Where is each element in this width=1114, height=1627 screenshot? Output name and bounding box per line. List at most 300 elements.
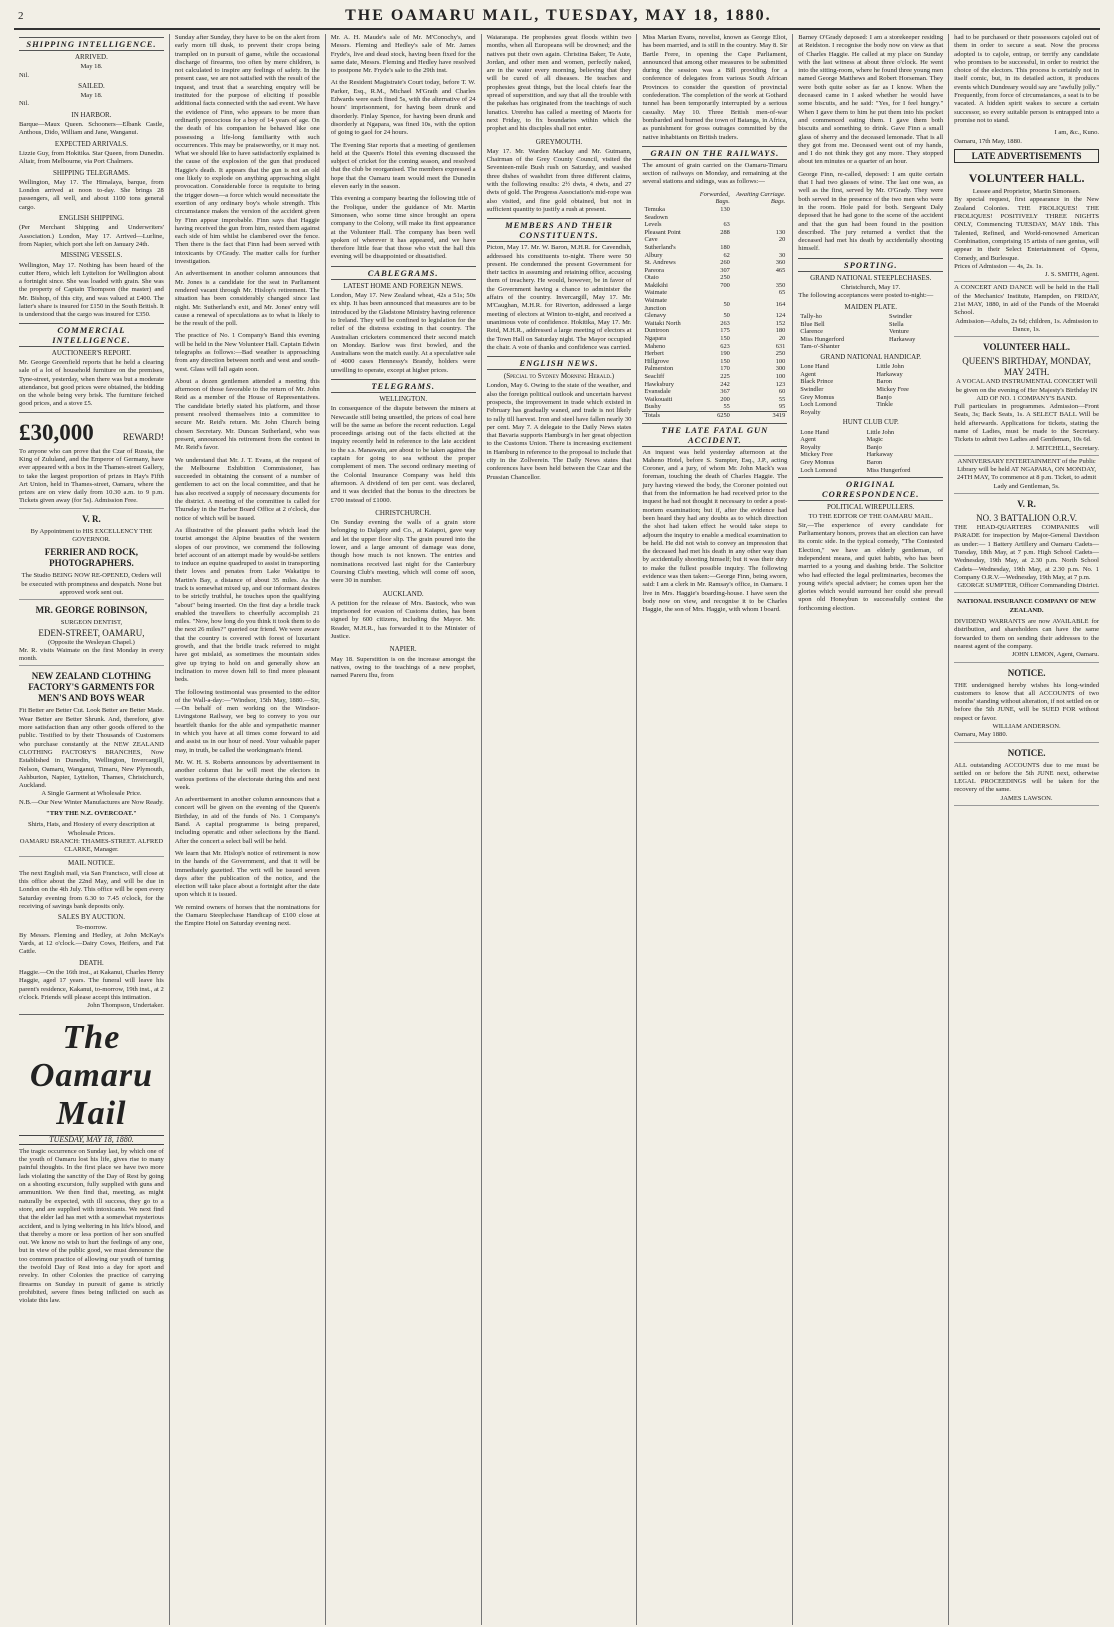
table-cell: 300 [775,365,786,373]
table-cell: Tam-o'-Shanter [800,343,840,351]
sailed-none: Nil. [19,100,30,108]
table-cell: Royalty [800,443,821,451]
grain-heading: GRAIN ON THE RAILWAYS. [642,146,787,160]
table-cell: Lone Hand [800,363,829,371]
table-cell [687,236,732,244]
anniversary-text: ANNIVERSARY ENTERTAINMENT of the Public Library will be held AT NGAPARA, ON MONDAY, 24TH MAY, To commence at 8 p.m. Ticket, to admit Lady and Gentleman, 5s. [957,457,1097,490]
notice-text-2: ALL outstanding ACCOUNTS due to me must be settled on or before the 5th JUNE next, otherwise LEGAL PROCEEDINGS will be taken for the recovery of the same. [954,761,1100,794]
queens-birthday-line: QUEEN'S BIRTHDAY, MONDAY, MAY 24TH. [962,356,1091,378]
napier-text: May 18. Superstition is on the increase amongst the natives, owing to the teachings of a new prophet, named Pareru Ihu, from [330,655,476,680]
sales-text: By Messrs. Fleming and Hedley, at John McKay's Yards, at 12 o'clock.—Dairy Cows, Heifers, and Fat Cattle. [19,931,164,956]
expected-text: Lizzie Guy, from Hokitika. Star Queen, from Dunedin. Altair, from Melbourne, via Port Chalmers. [19,149,164,166]
cablegrams-heading: CABLEGRAMS. [331,266,476,280]
correspondence-text: Sir,—The experience of every candidate for Parliamentary honors, proves that an election can have its comic side. In the typical comedy, "The Contested Election," we have an elderly gentleman, of independent means, and quiet habits, who has been married to a young and dashing bride. The Solicitor who had effected the legal preliminaries, becomes the young wife's special adviser; he comes upon her the glories which would surround her could she prevail upon old Honeybun to successfully contest the forthcoming election. [798,521,944,612]
reward-amount: £30,000 [19,419,94,445]
ferrier-text: The Studio BEING NOW RE-OPENED, Orders will be executed with promptness and despatch. None but approved work sent out. [21,572,162,596]
in-harbor-text: Barque—Maux Queen. Schooners—Elbank Castle, Anthous, Dido, William and Jane, Wanganui. [19,121,164,137]
notice-text-1: THE undersigned hereby wishes his long-winded customers to know that all ACCOUNTS of two months' standing without alteration, if not settled on or before the 5th JUNE, will be SUED FOR without respect or favor. [954,681,1100,722]
concert-text: A CONCERT AND DANCE will be held in the Hall of the Mechanics' Institute, Hampden, on FRIDAY, 21st MAY, 1880, in aid of the Funds of the Moeraki School. [954,284,1100,317]
table-cell: Glenavy [644,312,667,320]
grain-table [642,191,787,420]
commercial-heading: COMMERCIAL INTELLIGENCE. [19,323,164,347]
table-cell: Waimate Junction [644,297,667,312]
table-cell: Cave [644,236,658,244]
table-cell: Seacliff [644,373,665,380]
table-row [798,394,943,402]
table-row [642,221,787,229]
insurance-signature: JOHN LEMON, Agent, Oamaru. [1011,651,1100,659]
notice-title-2: NOTICE. [1007,747,1046,758]
sporting-heading: SPORTING. [798,258,943,272]
maiden-plate-heading: MAIDEN PLATE. [844,302,897,311]
table-cell: 180 [720,243,730,251]
table-cell: 190 [720,350,730,358]
article-paragraph: Mr. W. H. S. Roberts announces by advertisement in another column that he will meet the electors in various portions of the electorate during this and next week. [174,758,320,791]
cablegrams-text: London, May 17. New Zealand wheat, 42s a 51s; 50s ex ship. It has been announced that measures are to be introduced by the Gladstone Ministry having reference to Ireland. They will be confined to legislation for the relief of the distress existing in that country. The Australian cricketers commenced their second match on Monday. Barlow was first bowled, and the Australians won the match easily. At a speculative sale of 4000 cases Hennessy's Brandy, holders were unwilling to operate, except at higher prices. [330,292,476,374]
table-row [642,335,787,343]
table-cell: Swindler [800,385,824,393]
table-cell: St. Andrews [644,259,676,267]
table-cell: Maheno [644,342,666,350]
table-cell: Hillgrove [644,357,669,365]
death-heading: DEATH. [79,958,104,967]
letter-date: Oamaru, 17th May, 1880. [954,137,1022,145]
table-cell: 62 [723,251,730,259]
table-cell [887,343,943,351]
table-row [642,259,787,267]
table-cell: 623 [720,342,730,350]
table-cell: Bushy [644,403,661,411]
members-text: Picton, May 17. Mr. W. Baron, M.H.R. for Cavendish, addressed his constituents to-night. There were 50 present. He condemned the present Government for their tactics in assuming and retaining office, accusing them of treachery. He would, however, be in favor of the Government having a chance to administer the affairs of the country. Invercargill, May 17. Mr. M'Caughan, M.H.R. for Riverton, addressed a large meeting of electors at Winton to-night, and received a unanimous vote of confidence. Hokitika, May 17. Mr. Reid, M.H.R., addressed a large meeting of electors at the Town Hall on Saturday night. The Mayor occupied the chair. A vote of thanks and confidence was carried. [486,244,632,351]
table-cell: 307 [720,266,730,274]
english-news-heading: ENGLISH NEWS. [487,356,632,370]
maiden-plate-table [798,313,943,351]
column-4 [482,34,638,1625]
table-row [642,252,787,260]
sporting-intro: The following acceptances were posted to-night:— [798,292,934,300]
anniversary-ad [954,456,1099,494]
table-cell: 65 [778,289,786,297]
dentist-ad [19,600,164,666]
table-cell: Harkaway [866,451,893,459]
royal-initials-2: V. R. [1017,499,1036,510]
death-undertaker: John Thompson, Undertaker. [87,1002,164,1010]
article-paragraph: Barney O'Grady deposed: I am a storekeeper residing at Reidston. I recognise the body now on view as that of Charles Haggie. He called at my place on Sunday with the last witness at about three o'clock. He went into the sitting-room, where he found three young men named George Matthews and Robert Horseman. They were both quite sober as far as I know. When the deceased came in I asked whether he would have some biscuits, and he said: "Yes, for I feel hungry." When I gave them to him he put them into his pocket and commenced eating them. I gave them both biscuits and something to drink. Gave Finn a small glass of sherry and the deceased lemonade. That is all they got from me. Deceased went out of my hands, and I do not think they got any more. They stopped about ten minutes or a quarter of an hour. [798,34,944,166]
auctioneer-heading: AUCTIONEER'S REPORT. [51,348,132,357]
shipping-telegrams-text: Wellington, May 17. The Himalaya, barque, from London arrived at noon to-day. She brings 28 passengers, all well, and about 1100 tons general cargo. [19,178,164,211]
table-row [642,327,787,335]
dentist-location: (Opposite the Wesleyan Chapel.) [47,638,135,646]
divider [19,412,164,413]
table-cell: 367 [720,388,730,396]
table-cell: 63 [723,221,730,229]
missing-vessels-text: Wellington, May 17. Nothing has been heard of the cutter Hero, which left Lyttelton for Wellington about a fortnight since. She was loaded with grain. She was the property of Captain Thompson (the master) and Mr. Bishop, of this city, and was valued at £400. The latter's share is insured for £150 in the South British. It is understood that the cargo was insured for £350. [19,261,164,319]
table-cell: Pleasant Point [644,228,681,236]
concert-admission: Admission—Adults, 2s 6d; children, 1s. Admission to Dance, 1s. [955,317,1098,333]
vocal-concert-secretary: J. MITCHELL, Secretary. [1030,444,1100,452]
table-cell: Waimate [644,289,667,297]
table-row [642,297,787,312]
table-cell: Tally-ho [800,312,822,320]
table-cell: 700 [720,281,730,289]
table-cell: 350 [775,281,786,289]
table-cell: Clarence [800,328,824,336]
table-cell: Albury [644,251,663,259]
table-cell: Black Prince [800,378,834,386]
table-row [798,378,943,386]
table-cell: Palmerston [644,365,674,373]
dentist-name: MR. GEORGE ROBINSON, [35,605,148,616]
sales-heading: SALES BY AUCTION. [57,913,126,922]
table-cell: Harkaway [889,335,916,343]
volunteer-hall-text: By special request, first appearance in the New Zealand Colonies. THE FROLIQUES! THE FROLIQUES! POSITIVELY THREE NIGHTS ONLY, Commencing TUESDAY, MAY 18th. This Talented, Refined, and World-renowned American Combination, comprising 15 artists of rare genius, will appear in their Select Entertainment of Opera, Comedy, and Burlesque. [954,196,1100,262]
volunteer-hall-title: VOLUNTEER HALL. [968,171,1085,186]
table-row [642,388,787,396]
table-row [798,444,943,452]
battalion-ad [954,494,1099,593]
grain-column-header [642,191,687,206]
page-header-spacer [1093,10,1096,22]
table-cell: 3419 [772,411,786,419]
vocal-concert-details: Full particulars in programmes. Admission—Front Seats, 3s; Back Seats, 1s. A SELECT BALL Will be held afterwards. Applications for tickets, stating the name of Ladies, must be made to the Secretary. Tickets to admit two Ladies and Gentleman, 10s 6d. [954,403,1100,444]
handicap-table [798,363,943,416]
table-cell: Mickey Free [800,451,833,459]
battalion-text: THE HEAD-QUARTERS COMPANIES will PARADE for inspection by Major-General Davidson as under:— 1 Battery Artillery and Oamaru Cadets—Tuesday, 18th May, at 7 p.m. High School Cadets—Wednesday, 19th May, at 2.30 p.m. North School Cadets—Wednesday, 19th May, at 2.30 p.m. No. 1 Company O.R.V.—Wednesday, 19th May, at 7 p.m. [954,524,1100,581]
article-paragraph: We remind owners of horses that the nominations for the Oamaru Steeplechase Handicap of £100 close at the Empire Hotel on Saturday evening next. [174,903,320,928]
table-cell: Grey Momus [800,459,835,466]
table-cell: 95 [778,403,786,411]
table-row [798,436,943,444]
article-paragraph: As illustrative of the pleasant paths which lead the tourist amongst the Alpine beauties of the western slopes of our province, we commend the following brief account of an attempt made by would-be settlers to induce an equine quadruped to assist in transporting their loves and penates from Lake Wakatipu to Martin's Bay, a distance of about 35 miles. As the track is somewhat mixed up, and our informant desires to be strictly truthful, he touches upon the qualifying "about" being inserted. On the first day a bridle track enabled the travellers to cheerfully accomplish 21 miles. "Now, how long do you think it took them to do the next 26 miles?" queried our friend. We were aware that the country is covered with forest of luxuriant growth, and that the bridle track referred to might have got mislaid, as sometimes the mountain sides give up trying to hold on and generally show an inclination to move down hill to find more pleasant beds. [174,526,320,684]
column-7 [949,34,1104,1625]
photographer-ad [19,509,164,600]
clothing-note: N.B.—Our New Winter Manufactures are Now Ready. [19,798,164,806]
table-row [642,244,787,252]
notice-ad-2 [954,743,1099,806]
table-cell: Grey Momus [800,393,835,401]
grain-column-header: Forwarded, Bags. [699,190,730,206]
table-cell: 20 [778,335,786,343]
grain-total-row [642,411,787,419]
late-ads-banner: LATE ADVERTISEMENTS [954,149,1099,163]
greymouth-heading: GREYMOUTH. [535,137,583,146]
sporting-date: Christchurch, May 17. [841,284,901,292]
table-cell: 152 [775,319,786,327]
article-paragraph: The practice of No. 1 Company's Band this evening will be held in the New Volunteer Hall. Captain Edwin telegraphs as follows:—Bad weather is approaching from any direction between north and west and south-west. Glass will fall again soon. [174,332,320,373]
table-cell: Waikouaiti [644,395,673,403]
table-cell [687,289,732,297]
divider [19,1014,164,1015]
table-cell: Blue Bell [800,320,825,328]
vocal-concert-text: A VOCAL AND INSTRUMENTAL CONCERT Will be given on the evening of Her Majesty's Birthday IN AID OF NO. 1 COMPANY'S BAND. [955,378,1098,402]
page-number: 2 [18,10,24,22]
table-cell: Baron [866,459,883,466]
dentist-address: EDEN-STREET, OAMARU, [38,627,145,638]
arrived-none: Nil. [19,71,30,79]
arrived-date: May 18. [80,63,103,71]
article-paragraph: About a dozen gentlemen attended a meeting this afternoon of those favorable to the return of Mr. John Reid as a member of the House of Representatives. The candidate briefly stated his platform, and those present resolved themselves into a committee to secure Mr. Reid's return. Mr. John Church being chosen Secretary. Mr. Duncan Sutherland, who was present, announced his retirement from the contest in Mr. Reid's favor. [174,377,320,452]
table-cell: 164 [775,300,786,308]
article-paragraph: George Finn, re-called, deposed: I am quite certain that I had two glasses of wine. The last one was, as well as the first, served by Mr. O'Grady. They were both served in the presence of the two men who were in the room. Hole paid for both. Sergeant Daly deposed that he had gone to the scene of the accident and that the gun had been found in the position described. The jury returned a verdict that the deceased had met his death by accidentally shooting himself. [798,170,944,253]
table-row [642,236,787,244]
volunteer-hall-ad [954,166,1099,282]
auckland-text: A petition for the release of Mrs. Bastock, who was imprisoned for evasion of Customs duties, has been signed by 600 citizens, including the Mayor. Mr. Reader, M.H.R., has forwarded it to the Minister of Justice. [330,599,476,640]
sporting-subheading: GRAND NATIONAL STEEPLECHASES. [810,273,932,282]
table-row [798,363,943,371]
page-header [14,4,1100,30]
table-row [642,403,787,411]
notice-signature-2: JAMES LAWSON. [1000,794,1053,802]
clothing-sample: A Single Garment at Wholesale Price. [41,790,142,798]
insurance-text: DIVIDEND WARRANTS are now AVAILABLE for distribution, and shareholders can have the same forwarded to them on sending their addresses to the nearest agent of the company. [954,618,1100,650]
table-cell: 175 [720,327,730,335]
table-cell: 631 [775,342,786,350]
table-cell [732,221,787,229]
table-cell: Duntroon [644,327,669,335]
table-cell: Miss Hungerford [866,466,911,474]
correspondence-to: TO THE EDITOR OF THE OAMARU MAIL. [808,513,933,521]
table-cell: Little John [876,363,904,371]
page-header-title: THE OAMARU MAIL, TUESDAY, MAY 18, 1880. [345,7,772,24]
table-row [798,321,943,329]
volunteer-hall-lessee: Lessee and Proprietor, Martin Simonsen. [972,188,1081,196]
volunteer-hall-prices: Prices of Admission — 4s, 2s. 1s. [954,262,1043,270]
table-row [642,373,787,381]
table-cell [732,214,787,222]
clothing-heading: NEW ZEALAND CLOTHING FACTORY'S GARMENTS FOR MEN'S AND BOYS WEAR [28,671,155,704]
table-row [642,396,787,404]
queens-birthday-ad [954,337,1099,456]
article-paragraph: This evening a company bearing the following title of the Frolique, under the guidance of Mr. Martin Simonsen, who some time since brought an opera company to the Colony, will make its first appearance at the Volunteer Hall. The company has been well spoken of wherever it has appeared, and we have therefore little fear that those who visit the hall this evening will be disappointed or dissatisfied. [330,195,476,261]
table-cell: Agent [800,370,816,378]
table-row [798,459,943,467]
fatal-accident-heading: THE LATE FATAL GUN ACCIDENT. [642,423,787,447]
editorial-text: The tragic occurrence on Sunday last, by which one of the youth of Oamaru lost his life, gives rise to many painful thoughts. In the first place we have two more lads violating the sanctity of the Day of Rest by going on a shooting excursion, fully supplied with guns and ammunition. We then find that, meeting, as might naturally be expected, with ill success, they go to a store, and are supplied with intoxicants. We next find that the elder lad has met with a somewhat mysterious accident, and is lying weltering in his life's blood, and that thereby a more or less portion of her son snuffed out. We know no wish to hurt the feelings of any one, but in view of the public good, we must denounce the too common practice of allowing our youth of turning the twofold Day of Rest into a day for sport and revelry. In other Colonies the practice of carrying firearms on Sunday in pursuit of game is strictly prohibited, severe fines being inflicted on such as violate this law. [19,1147,164,1305]
table-row [798,467,943,475]
article-paragraph: had to be purchased or their possessors cajoled out of them in order to secure a seat. Now the process adopted is to cajole, entrap, or terrify any candidate who promises to be successful, in order to restrict the choice of the electors. This process is certainly not in itself comic, but, in its detailed action, it produces events which Dundreary would say are "awfully jolly." Frequently, from force of circumstances, a seat is to be vacated. A hidden spirit wakes to secure a certain successor, so every suitable person is entrapped into a promise not to stand. [954,34,1100,124]
reward-word: REWARD! [122,431,164,442]
missing-vessels-heading: MISSING VESSELS. [60,251,123,260]
table-cell [874,409,943,417]
table-cell: 55 [778,395,786,403]
insurance-ad [954,593,1099,662]
table-cell [687,214,732,222]
table-row [798,409,943,417]
table-cell: Little John [866,428,895,436]
expected-heading: EXPECTED ARRIVALS. [54,139,128,148]
table-row [798,343,943,351]
correspondence-heading: ORIGINAL CORRESPONDENCE. [798,477,943,501]
table-cell: 250 [775,350,786,358]
table-cell: Swindler [889,312,913,320]
table-row [642,282,787,290]
telegrams-text: In consequence of the dispute between the miners at Newcastle still being unsettled, the prices of coal here will be the same as before the recent reduction. Legal proceedings arising out of the facts elicited at the inquiry recently held in reference to the late accident to the s.s. Manawatu, are about to be taken against the captain for going to sea without the proper complement of men. The second ordinary meeting of the Colonial Insurance Company was held this afternoon. A dividend of ten per cent. was declared, and it was decided that the bonus to the directors be £700 instead of £1000. [330,405,476,504]
handicap-heading: GRAND NATIONAL HANDICAP. [820,352,922,361]
table-cell: Mickey Free [876,385,909,393]
table-cell: 50 [723,300,730,308]
table-cell: Hawksbury [644,380,674,388]
table-cell: 50 [723,312,730,320]
telegrams-heading: TELEGRAMS. [331,379,476,393]
table-row [642,206,787,214]
table-cell: Magic [866,436,883,444]
english-shipping-heading: ENGLISH SHIPPING. [58,214,124,223]
article-paragraph: An advertisement in another column announces that a concert will be given on the evening of the Queen's Birthday, in aid of the funds of No. 1 Company's Band. A capital programme is being prepared, including operatic and other selections by the Band. After the concert a select ball will be held. [174,796,320,845]
hunt-club-table [798,429,943,475]
table-cell: 124 [775,312,786,320]
english-news-text: London, May 6. Owing to the state of the weather, and also the foreign political outlook and uncertain harvest prospects, the improvement in trade which existed in February has gradually waned, and trade is not likely to rally till harvest. Iron and steel have fallen nearly 30 per cent. May 7. A delegate to the Daily News states that Bavaria supports Hamburg's in her great objection to the Customs Union. There is increasing excitement in Hamburg in reference to the proposal to include that city in the Zollverein. The Daily News states that conferences have been held between the Czar and the Prussian Chancellor. [486,382,632,481]
table-row [642,312,787,320]
table-cell [732,244,787,252]
table-row [798,401,943,409]
napier-heading: NAPIER. [389,645,417,654]
table-cell: Waitaki North [644,319,681,327]
table-cell: 150 [720,357,730,365]
shipping-heading: SHIPPING INTELLIGENCE. [19,37,164,51]
royal-initials: V. R. [82,513,101,524]
table-cell: Banjo [876,393,892,401]
notice-date-1: Oamaru, May 1880. [954,731,1008,739]
table-row [642,320,787,328]
table-cell: 100 [775,373,786,380]
overcoat-slogan: "TRY THE N.Z. OVERCOAT." [46,810,137,817]
column-3 [326,34,482,1625]
columns [14,34,1104,1625]
table-cell: Royalty [800,408,821,416]
table-cell: 360 [775,259,786,267]
wellington-heading: WELLINGTON. [379,394,428,403]
table-cell: Lone Hand [800,428,829,436]
christchurch-heading: CHRISTCHURCH. [375,508,432,517]
table-cell: 100 [775,357,786,365]
article-paragraph: An advertisement in another column announces that Mr. Jones is a candidate for the seat in Parliament rendered vacant through Mr. Hislop's retirement. The situation has been considerably changed since last night. Mr. Sutherland's exit, and Mr. Jones' entry will cause a renewal of speculations as to what is likely to be the result of the poll. [174,270,320,328]
column-1 [14,34,170,1625]
table-cell: 170 [720,365,730,373]
hunt-club-heading: HUNT CLUB CUP. [842,418,899,427]
table-cell: Sutherland's [644,243,676,251]
nameplate: The Oamaru Mail [29,1018,153,1132]
article-paragraph: We learn that Mr. Hislop's notice of retirement is now in the hands of the Government, and that it will be immediately gazetted. The writ will be issued seven days after the publication of the notice, and the election will take place about a fortnight after the date upon which it is issued. [174,849,320,899]
grain-column-header: Awaiting Carriage. Bags. [735,190,786,206]
table-row [642,365,787,373]
table-cell: 123 [775,380,786,388]
article-paragraph: We understand that Mr. J. T. Evans, at the request of the Melbourne Exhibition Commissioner, has succeeded in obtaining the consent of a number of gentlemen to act on the local committee, and that he has also received a supply of necessary documents for the district. A meeting of the committee is called for Thursday in the Harbor Board Office at 2 o'clock, due notice of which will be issued. [174,456,320,522]
members-heading: MEMBERS AND THEIR CONSTITUENTS. [487,218,632,242]
article-paragraph: The Evening Star reports that a meeting of gentlemen held at the Queen's Hotel this evening discussed the subject of cricket for the coming season, and resolved that the club be reorganised. The members expressed a hope that the Oamaru team would meet the Dunedin eleven early in the season. [330,141,476,191]
appointment-line: By Appointment to HIS EXCELLENCY THE GOVERNOR. [30,527,153,544]
article-paragraph: Waiararapa. He prophesies great floods within two months, when all Europeans will be drowned; and the natives put their own again. Christina Baker, Te Aute, Jordan, and other men and women, perfectly naked, are in the water every morning, believing that they will be cured of all diseases. He teaches and prophesies great things, but the local chiefs fear the spread of superstition, and say that all the trouble with the pakehas has originated from the teachings of such lunatics. Urerehu has called a meeting of Maoris for next Friday, to fix boundaries within which the prophet and his disciples shall not enter. [486,34,632,133]
table-cell: Banjo [866,443,882,451]
table-cell: Ngapara [644,335,667,343]
table-cell: Evansdale [644,388,671,396]
ferrier-title: FERRIER AND ROCK, PHOTOGRAPHERS. [44,547,139,569]
auckland-heading: AUCKLAND. [382,589,424,598]
concert-ad [954,282,1099,337]
table-cell: Temuka [644,205,665,213]
column-6 [793,34,949,1625]
table-cell: Otaio [644,274,659,282]
table-row [798,429,943,437]
reward-text: To anyone who can prove that the Czar of Russia, the King of Zululand, and the Emperor of Germany, have ever appeared with a box in the Thames-street Gallery, to take the largest proportion of prizes in Hay's Fifth Art Union, held in Thames-street, Oamaru, where the prizes are on view daily from 10.30 a.m. to 9 p.m. Tickets given away (for 5s). Admission Free. [19,447,164,505]
article-paragraph: Mr. A. H. Maude's sale of Mr. M'Conochy's, and Messrs. Fleming and Hedley's sale of Mr. James Fryde's, live and dead stock, having been fixed for the same date, Messrs. Fleming and Hedley have resolved to postpone Mr. Fryde's sale to the 29th inst. [330,34,476,75]
table-cell: 200 [720,395,730,403]
table-row [798,313,943,321]
shirts-line: Shirts, Hats, and Hosiery of every description at Wholesale Prices. [27,821,155,837]
table-cell: 260 [720,259,730,267]
dentist-title: SURGEON DENTIST, [60,619,123,627]
table-cell: Loch Lomond [800,466,837,474]
table-cell: Tinkle [876,401,893,409]
correspondence-subheading: POLITICAL WIREPULLERS. [826,503,915,512]
table-cell: Makikihi [644,281,668,289]
notice-title-1: NOTICE. [1007,667,1046,678]
column-2 [170,34,326,1625]
table-cell: 130 [775,228,786,236]
table-cell: 288 [720,228,730,236]
table-row [798,328,943,336]
table-cell: Herbert [644,350,664,358]
cablegrams-subheading: LATEST HOME AND FOREIGN NEWS. [343,281,463,290]
table-cell: 30 [778,251,786,259]
reward-ad [19,416,164,509]
letter-signature: I am, &c., Kuno. [1054,129,1100,137]
table-cell: Loch Lomond [800,401,837,409]
dentist-text: Mr. R. visits Waimate on the first Monday in every month. [19,646,164,663]
table-cell: 150 [720,335,730,343]
article-paragraph: Miss Marian Evans, novelist, known as George Eliot, has been married, and is still in the country. May 8. Sir Bartle Frere, in opening the Cape Parliament, announced that among other measures to be submitted during the session was a Bill providing for a conference of delegates from various South African Provinces to consider the question of provincial confederation. The completion of the work at Gothard tunnel has been temporarily interrupted by a serious casualty. May 10. Three British men-of-war bombarded and burned the town of Batanga, in Africa, as punishment for gross outrages committed by the native inhabitants on British traders. [642,34,788,141]
battalion-title: NO. 3 BATTALION O.R.V. [976,513,1078,524]
table-row [798,371,943,379]
article-paragraph: Sunday after Sunday, they have to be on the alert from early morn till dusk, to prevent their crops being trampled on in pursuit of game, while the occasional discharge of firearms, too often by mere children, is not calculated to inspire any feelings of safety. In the present case, we are not satisfied with the result of the inquest, and trust that a searching enquiry will be instituted for the purpose of eliciting if possible additional facts connected with the sad event. We have the evidence of Finn, who appears to be more than ordinarily precocious for a boy of 14 years of age. On the death of his companion he behaved like one possessing a life-long familiarity with such occurrences. This may be praiseworthy, or it may not. What we should like to have satisfactorily explained is the cause of the explosion of the gun that produced Haggie's death. It appears that the gun is not an old one likely to explode on anything approaching slight provocation. Considerable force is requisite to bring the trigger down—a force which would necessitate the exertion of any ordinary boy's whole strength. This circumstance makes the version of the accident given by Finn appear improbable. Finn says that Haggie having received the gun from him, rested them against each side of him whilst he clambered over the fence. Then there is the fact that Finn had been served with intoxicants by O'Grady. The matter calls for further investigation. [174,34,320,266]
table-row [642,350,787,358]
table-row [642,343,787,351]
notice-signature-1: WILLIAM ANDERSON. [992,723,1061,730]
sales-subheading: To-morrow. [75,923,107,931]
branch-line: OAMARU BRANCH: THAMES-STREET. ALFRED CLARKE, Manager. [19,837,164,854]
table-row [642,274,787,282]
table-row [642,381,787,389]
table-row [798,451,943,459]
volunteer-hall-agent: J. S. SMITH, Agent. [1044,271,1100,279]
table-cell: Agent [800,436,816,444]
mail-notice-text: The next English mail, via San Francisco, will close at this office about the 22nd May, and will be due in London on the 4th July. This office will be open every Saturday evening from 6.30 to 7.45 o'clock, for the receiving of savings bank deposits only. [19,869,164,910]
in-harbor-heading: IN HARBOR. [71,110,112,119]
auctioneer-text: Mr. George Greenfield reports that he held a clearing sale of a lot of household furniture on the premises, Tyne-street, yesterday, when there was but a moderate attendance, but good prices were obtained, the bidding on the whole being very brisk. The furniture fetched good prices, and a stove £5. [19,358,164,408]
sailed-date: May 18. [80,92,103,100]
table-cell [732,274,787,282]
battalion-signature: GEORGE SUMPTER, Officer Commanding District. [957,582,1100,590]
fatal-accident-text: An inquest was held yesterday afternoon at the Maheno Hotel, before S. Sumpter, Esq., J.P., acting Coroner, and a jury, of whom Mr. John Mack's was foreman, touching the death of Charles Haggie. The jury having viewed the body, the Coroner pointed out that from the information he had received prior to the inquest he had not thought it necessary to order a post-mortem examination; but if, after the evidence had been heard they had any doubts as to which direction the shot had taken effect he would take steps to adjourn the inquiry to enable a medical examination to be held. He did not wish to convey an impression that the deceased had met his death in any other way than by accidentally shooting himself; but it was their duty to make the fullest possible inquiry. The following evidence was then taken:—George Finn, being sworn, said: I am a clerk in Mr. Ramsay's office, in Oamaru. I live in Mrs. Haggie's boarding-house. I have seen the body now on view, and recognise it to be Charles Haggie, the son of Mrs. Haggie, with whom I board. [642,448,788,614]
article-paragraph: The following testimonial was presented to the editor of the Wall-a-day:—"Windsor, 15th May, 1880.—Sir,—On behalf of men working on the Windsor-Livingstone Railway, we beg to convey to you our heartfelt thanks for the able and sympathetic manner in which you have at all times come forward to aid and assist us in our hour of need. Your valuable paper may, in truth, be called the workingman's friend. [174,688,320,754]
table-cell: 60 [778,388,786,396]
table-cell [732,206,787,214]
column-5 [637,34,793,1625]
table-cell: Baron [876,378,893,386]
table-row [642,358,787,366]
table-cell: 55 [723,403,730,411]
english-shipping-text: (Per Merchant Shipping and Underwriters' Association.) London, May 17. Arrived—Lurline, from Napier, which port she left on January 24th. [19,224,164,248]
volunteer-hall-title-2: VOLUNTEER HALL. [983,342,1070,353]
death-text: Haggie.—On the 16th inst., at Kakanui, Charles Henry Haggie, aged 17 years. The funeral will leave his parent's residence, Kakanui, to-morrow, 19th inst., at 2 o'clock. Friends will please accept this intimation. [19,969,164,1001]
mail-notice-heading: MAIL NOTICE. [68,859,115,868]
table-cell: 6250 [717,411,730,419]
english-news-subheading: (Special to Sydney Morning Herald.) [503,372,615,381]
clothing-ad [19,666,164,857]
table-cell: 242 [720,380,730,388]
table-row [642,289,787,297]
table-cell: Venture [889,328,909,336]
article-paragraph: At the Resident Magistrate's Court today, before T. W. Parker, Esq., R.M., Michael M'Grath and Charles Edwards were each fined 5s, with the alternative of 24 hours' imprisonment, for having been drunk and disorderly. Finlay Spence, for having been drunk and disorderly at Ngapara, was fined 10s, with the option of going to gaol for 24 hours. [330,79,476,137]
